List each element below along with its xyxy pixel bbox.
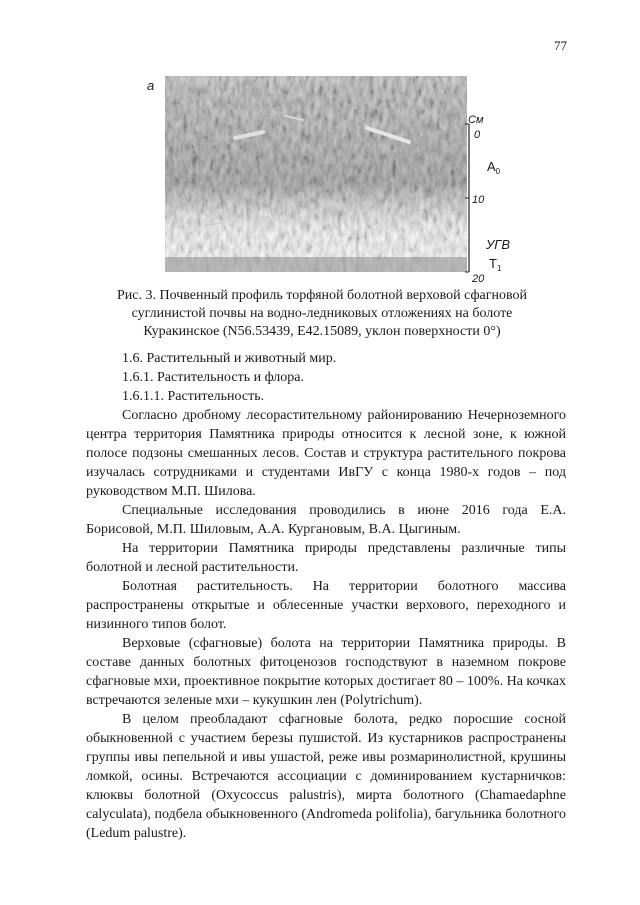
subsection-heading: 1.6.1. Растительность и флора. — [122, 370, 304, 385]
soil-profile-figure — [147, 76, 511, 285]
caption-line: суглинистой почвы на водно-ледниковых отложениях на болоте — [131, 306, 513, 321]
figure-letter: а — [147, 78, 155, 93]
depth-scale-line — [147, 76, 507, 282]
subsubsection-heading: 1.6.1.1. Растительность. — [122, 389, 265, 404]
figure-caption — [92, 287, 552, 341]
paragraph: Верховые (сфагновые) болота на территории Памятника природы. В составе данных болотных фитоценозов господствуют в наземном покрове сфагновые мхи, проективное покрытие которых достигает 80 – 100%. На кочках встречаются зеленые мхи – кукушкин лен (Polytrichum). — [86, 636, 566, 708]
paragraph: В целом преобладают сфагновые болота, редко поросшие сосной обыкновенной с участием березы пушистой. Из кустарников распространены группы ивы пепельной и ивы ушастой, реже ивы розмаринолистной, крушины ломкой, осины. Встречаются ассоциации с доминированием кустарничков: клюквы болотной (Oxycoccus palustris), мирта болотного (Chamaedaphne calyculata), подбела обыкновенного (Andromeda polifolia), багульника болотного (Ledum palustre). — [86, 712, 566, 841]
paragraph: Специальные исследования проводились в июне 2016 года Е.А. Борисовой, М.П. Шиловым, А.А. Кургановым, В.А. Цыгиным. — [86, 503, 566, 537]
unit-label: См — [468, 114, 484, 126]
horizon-t1-label: $T_1$ — [489, 256, 502, 273]
body-text — [86, 349, 566, 843]
caption-line: Куракинское (N56.53439, E42.15089, уклон поверхности 0°) — [143, 324, 501, 339]
depth-scale — [147, 76, 511, 285]
section-heading: 1.6. Растительный и животный мир. — [122, 351, 337, 366]
paragraph: Болотная растительность. На территории болотного массива распространены открытые и облесенные участки верхового, переходного и низинного типов болот. — [86, 579, 566, 632]
horizon-a0-label: $A_0$ — [487, 159, 501, 176]
paragraph: На территории Памятника природы представлены различные типы болотной и лесной растительности. — [86, 541, 566, 575]
page-number: 77 — [554, 38, 567, 53]
tick-label-0: 0 — [474, 129, 481, 141]
tick-label-10: 10 — [472, 194, 485, 206]
ugv-label: УГВ — [486, 237, 511, 252]
tick-label-20: 20 — [472, 273, 485, 285]
caption-line: Рис. 3. Почвенный профиль торфяной болотной верховой сфагновой — [116, 288, 528, 303]
paragraph: Согласно дробному лесорастительному районированию Нечерноземного центра территория Памятника природы относится к лесной зоне, к южной полосе подзоны смешанных лесов. Состав и структура растительного покрова изучалась сотрудниками и студентами ИвГУ с конца 1980-х годов – под руководством М.П. Шилова. — [86, 408, 566, 499]
